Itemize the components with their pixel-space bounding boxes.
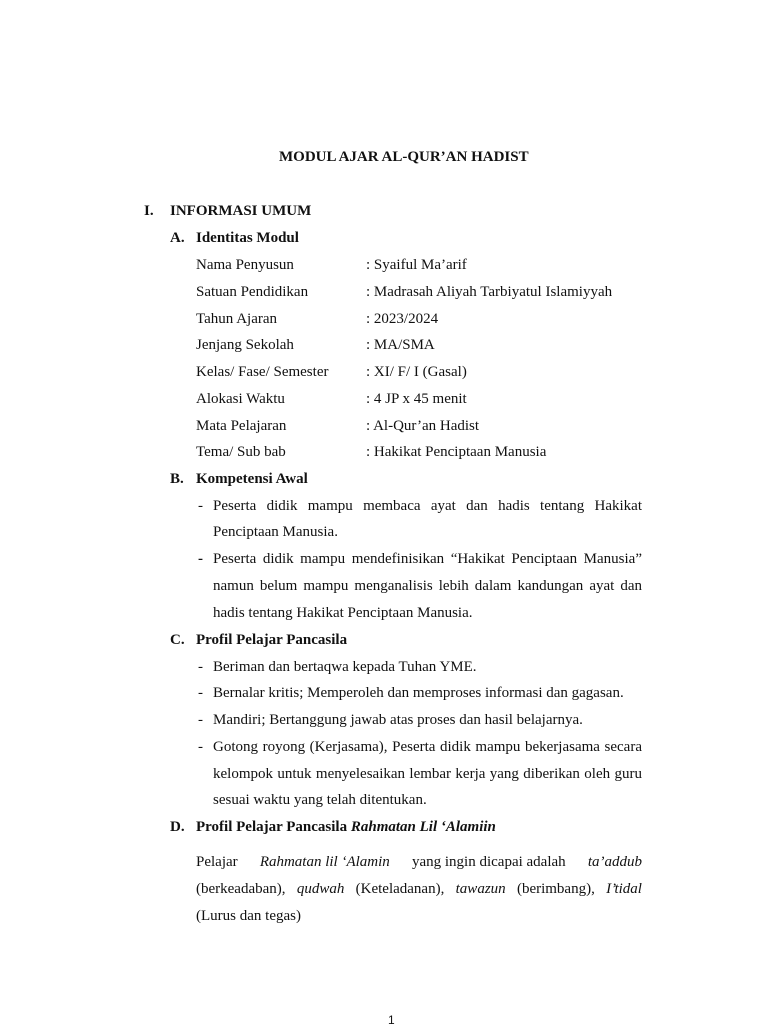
section-d-title-plain: Profil Pelajar Pancasila xyxy=(196,819,351,835)
identity-label: Tema/ Sub bab xyxy=(196,444,286,460)
para-word-italic: Rahmatan lil ‘Alamin xyxy=(259,854,390,870)
identity-value: : Al-Qur’an Hadist xyxy=(366,418,480,434)
identity-label: Mata Pelajaran xyxy=(196,418,287,434)
identity-label: Alokasi Waktu xyxy=(196,391,285,407)
paragraph-line xyxy=(196,880,642,898)
bullet-dash: - xyxy=(198,498,203,514)
bullet-dash: - xyxy=(198,685,203,701)
para-word: (berkeadaban), xyxy=(196,881,286,897)
para-word: (Keteladanan), xyxy=(355,881,445,897)
bullet-line: sesuai waktu yang telah ditentukan. xyxy=(213,792,427,808)
bullet-line: Penciptaan Manusia. xyxy=(213,524,338,540)
para-word-italic: qudwah xyxy=(296,881,345,897)
identity-label: Nama Penyusun xyxy=(196,257,294,273)
bullet-line: Bernalar kritis; Memperoleh dan memproses informasi dan gagasan. xyxy=(213,685,624,701)
bullet-line: Gotong royong (Kerjasama), Peserta didik mampu bekerjasama secara xyxy=(213,739,642,755)
section-d-letter: D. xyxy=(170,819,185,835)
identity-value: : Syaiful Ma’arif xyxy=(366,257,467,273)
identity-value: : 2023/2024 xyxy=(366,311,439,327)
para-word: Pelajar xyxy=(196,854,238,870)
paragraph-line: (Lurus dan tegas) xyxy=(196,908,301,924)
section-a-title: Identitas Modul xyxy=(196,230,299,246)
section-a-letter: A. xyxy=(170,230,185,246)
identity-label: Tahun Ajaran xyxy=(196,311,278,327)
section-b-letter: B. xyxy=(170,471,184,487)
section-d-title-italic: Rahmatan Lil ‘Alamiin xyxy=(350,819,496,835)
page-number: 1 xyxy=(388,1013,395,1027)
bullet-line: Peserta didik mampu membaca ayat dan hadis tentang Hakikat xyxy=(213,498,642,514)
para-word-italic: ta’addub xyxy=(587,854,642,870)
section-c-letter: C. xyxy=(170,632,185,648)
bullet-dash: - xyxy=(198,659,203,675)
bullet-line: Mandiri; Bertanggung jawab atas proses dan hasil belajarnya. xyxy=(213,712,583,728)
bullet-line: hadis tentang Hakikat Penciptaan Manusia. xyxy=(213,605,473,621)
identity-value: : XI/ F/ I (Gasal) xyxy=(366,364,467,380)
identity-value: : 4 JP x 45 menit xyxy=(366,391,467,407)
para-word: (berimbang), xyxy=(516,881,595,897)
bullet-line: Beriman dan bertaqwa kepada Tuhan YME. xyxy=(213,659,477,675)
para-word-italic: I’tidal xyxy=(606,881,642,897)
section-i-number: I. xyxy=(144,203,154,219)
bullet-line: kelompok untuk menyelesaikan lembar kerja yang diberikan oleh guru xyxy=(213,766,642,782)
bullet-line: namun belum mampu menganalisis lebih dalam kandungan ayat dan xyxy=(213,578,642,594)
identity-value: : MA/SMA xyxy=(366,337,435,353)
paragraph-line xyxy=(196,853,642,871)
identity-label: Satuan Pendidikan xyxy=(196,284,309,300)
bullet-dash: - xyxy=(198,739,203,755)
identity-label: Jenjang Sekolah xyxy=(196,337,294,353)
bullet-line: Peserta didik mampu mendefinisikan “Hakikat Penciptaan Manusia” xyxy=(213,551,642,567)
section-b-title: Kompetensi Awal xyxy=(196,471,308,487)
bullet-dash: - xyxy=(198,712,203,728)
section-i-title: INFORMASI UMUM xyxy=(170,203,312,219)
section-c-title: Profil Pelajar Pancasila xyxy=(196,632,348,648)
bullet-dash: - xyxy=(198,551,203,567)
identity-value: : Hakikat Penciptaan Manusia xyxy=(366,444,547,460)
para-word: yang ingin dicapai adalah xyxy=(411,854,566,870)
document-title: MODUL AJAR AL-QUR’AN HADIST xyxy=(279,149,529,165)
identity-label: Kelas/ Fase/ Semester xyxy=(196,364,329,380)
section-d-title xyxy=(196,818,496,836)
identity-value: : Madrasah Aliyah Tarbiyatul Islamiyyah xyxy=(366,284,613,300)
para-word-italic: tawazun xyxy=(455,881,506,897)
